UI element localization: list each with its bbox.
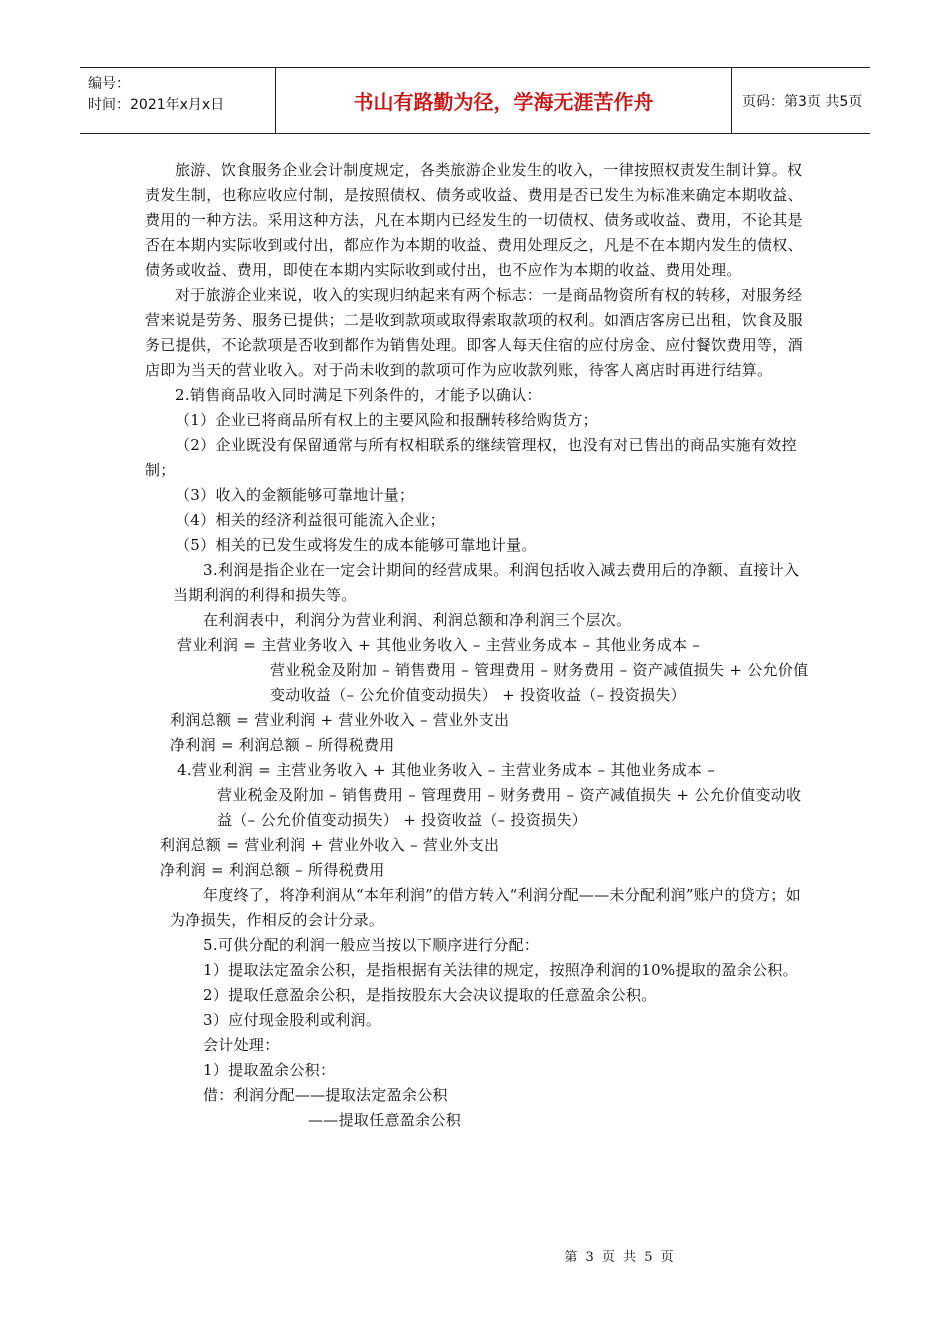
formula-text: 主营业务收入 + 其他业务收入 – 主营业务成本 – 其他业务成本 –	[276, 761, 716, 779]
distribution-2: 2）提取任意盈余公积，是指按股东大会决议提取的任意盈余公积。	[203, 986, 657, 1004]
section-3-levels: 在利润表中，利润分为营业利润、利润总额和净利润三个层次。	[203, 611, 632, 629]
condition-5: （5）相关的已发生或将发生的成本能够可靠地计量。	[175, 536, 537, 554]
formula-label: 4.营业利润 =	[177, 761, 277, 779]
formula-total-profit-2: 利润总额 = 营业利润 + 营业外收入 – 营业外支出	[160, 836, 500, 854]
year-end-paragraph: 年度终了，将净利润从“本年利润”的借方转入“利润分配——未分配利润”账户的贷方；如为净损失，作相反的会计分录。	[170, 886, 801, 929]
distribution-3: 3）应付现金股利或利润。	[203, 1011, 382, 1029]
document-body	[145, 158, 810, 1133]
formula-continuation: 营业税金及附加 – 销售费用 – 管理费用 – 财务费用 – 资产减值损失 + 公允价值变动收益（– 公允价值变动损失） + 投资收益（– 投资损失）	[270, 661, 809, 704]
motto: 书山有路勤为径，学海无涯苦作舟	[276, 68, 732, 133]
page-header	[80, 67, 870, 134]
debit-entry: 借：利润分配——提取法定盈余公积	[203, 1086, 448, 1104]
section-5-title: 5.可供分配的利润一般应当按以下顺序进行分配：	[203, 936, 540, 954]
formula-operating-profit-4	[145, 758, 810, 833]
formula-net-profit: 净利润 = 利润总额 – 所得税费用	[170, 736, 395, 754]
formula-operating-profit	[145, 633, 810, 708]
accounting-step-1: 1）提取盈余公积：	[203, 1061, 336, 1079]
condition-3: （3）收入的金额能够可靠地计量；	[175, 486, 415, 504]
condition-1: （1）企业已将商品所有权上的主要风险和报酬转移给购货方；	[175, 411, 598, 429]
condition-2: （2）企业既没有保留通常与所有权相联系的继续管理权，也没有对已售出的商品实施有效控制；	[145, 436, 797, 479]
paragraph-revenue: 对于旅游企业来说，收入的实现归纳起来有两个标志：一是商品物资所有权的转移，对服务经营来说是劳务、服务已提供；二是收到款项或取得索取款项的权利。如酒店客房已出租，饮食及服务已提供，不论款项是否收到都作为销售处理。即客人每天住宿的应付房金、应付餐饮费用等，酒店即为当天的营业收入。对于尚未收到的款项可作为应收款列账，待客人离店时再进行结算。	[145, 286, 803, 379]
page-number-header: 页码：第3页 共5页	[742, 93, 863, 110]
formula-text: 主营业务收入 + 其他业务收入 – 主营业务成本 – 其他业务成本 –	[261, 636, 701, 654]
section-3: 3.利润是指企业在一定会计期间的经营成果。利润包括收入减去费用后的净额、直接计入当期利润的利得和损失等。	[173, 561, 800, 604]
section-2-title: 2.销售商品收入同时满足下列条件的，才能予以确认：	[175, 386, 542, 404]
formula-label: 营业利润 =	[177, 636, 262, 654]
condition-4: （4）相关的经济利益很可能流入企业；	[175, 511, 445, 529]
header-meta	[80, 68, 276, 133]
page-footer: 第 3 页 共 5 页	[564, 1250, 676, 1265]
formula-total-profit: 利润总额 = 营业利润 + 营业外收入 – 营业外支出	[170, 711, 510, 729]
time-label: 时间：2021年x月x日	[88, 97, 225, 113]
debit-entry-2: ——提取任意盈余公积	[308, 1111, 462, 1129]
formula-continuation: 营业税金及附加 – 销售费用 – 管理费用 – 财务费用 – 资产减值损失 + 公允价值变动收益（– 公允价值变动损失） + 投资收益（– 投资损失）	[217, 786, 802, 829]
accounting-label: 会计处理：	[203, 1036, 280, 1054]
formula-net-profit-2: 净利润 = 利润总额 – 所得税费用	[160, 861, 385, 879]
distribution-1: 1）提取法定盈余公积，是指根据有关法律的规定，按照净利润的10%提取的盈余公积。	[203, 961, 798, 979]
number-label: 编号：	[88, 76, 130, 92]
paragraph-accrual: 旅游、饮食服务企业会计制度规定，各类旅游企业发生的收入，一律按照权责发生制计算。权责发生制，也称应收应付制，是按照债权、债务或收益、费用是否已发生为标准来确定本期收益、费用的一种方法。采用这种方法，凡在本期内已经发生的一切债权、债务或收益、费用，不论其是否在本期内实际收到或付出，都应作为本期的收益、费用处理反之，凡是不在本期内发生的债权、债务或收益、费用，即使在本期内实际收到或付出，也不应作为本期的收益、费用处理。	[145, 161, 803, 279]
